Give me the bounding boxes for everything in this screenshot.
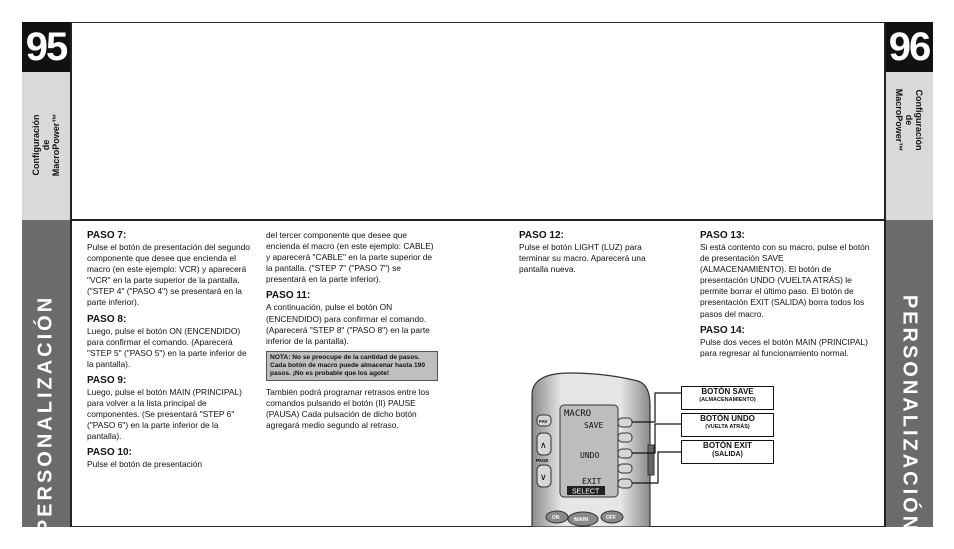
step11-text: A continuación, pulse el botón ON (ENCENDIDO) para confirmar el comando. (Aparecerá "STEP 8" ("PASO 8") en la parte inferior de la pantalla). xyxy=(266,302,430,346)
step8-title: PASO 8: xyxy=(87,313,127,325)
display-button-3 xyxy=(618,449,632,458)
callout-undo xyxy=(681,413,774,437)
text-column-1 xyxy=(87,229,255,475)
right-page-number: 96 xyxy=(885,22,933,72)
right-side-label: Configuración de MacroPower™ xyxy=(894,88,924,152)
display-button-5 xyxy=(618,479,632,488)
callout-save-sub: (ALMACENAMIENTO) xyxy=(699,397,756,403)
left-divider xyxy=(70,22,72,527)
text-column-4 xyxy=(700,229,870,363)
callout-exit xyxy=(681,440,774,464)
off-label: OFF xyxy=(606,515,616,521)
step13-title: PASO 13: xyxy=(700,230,745,241)
step13-text: Si está contento con su macro, pulse el botón de presentación SAVE (ALMACENAMIENTO). El botón de presentación UNDO (VUELTA ATRÁS) le permite borrar el último paso. El botón de presentación EXIT (SALIDA) borra todos los pasos del macro. xyxy=(700,242,870,319)
screen-undo: UNDO xyxy=(580,451,600,460)
step11-title: PASO 11: xyxy=(266,290,311,302)
right-section-label: PERSONALIZACIÓN xyxy=(898,294,921,534)
callout-save xyxy=(681,386,774,410)
note-box: NOTA: No se preocupe de la cantidad de pasos. Cada botón de macro puede almacenar hasta 190 pasos. ¡No es probable que los agote! xyxy=(266,351,438,381)
screen-save: SAVE xyxy=(584,421,604,430)
step9-title: PASO 9: xyxy=(87,374,127,386)
step7-title: PASO 7: xyxy=(87,230,127,241)
left-section-label: PERSONALIZACIÓN xyxy=(34,294,57,534)
main-label: MAIN xyxy=(574,517,589,523)
down-arrow-icon: ∨ xyxy=(540,472,547,482)
display-button-2 xyxy=(618,433,632,442)
pause-text: También podrá programar retrasos entre los comandos pulsando el botón (II) PAUSE (PAUSA) Cada pulsación de dicho botón agregará medio segundo al retraso. xyxy=(266,386,430,431)
horizontal-divider xyxy=(70,219,885,221)
fav-label: FAV xyxy=(539,419,548,424)
step14-title: PASO 14: xyxy=(700,324,745,336)
up-arrow-icon: ∧ xyxy=(540,440,547,450)
screen-exit: EXIT xyxy=(582,477,602,486)
side-button xyxy=(648,445,654,475)
right-divider xyxy=(884,22,886,527)
callout-save-title: BOTÓN SAVE xyxy=(701,387,754,396)
display-button-1 xyxy=(618,418,632,427)
step10-title: PASO 10: xyxy=(87,447,132,459)
text-column-2 xyxy=(266,230,438,435)
step12-title: PASO 12: xyxy=(519,230,564,241)
step10-text: Pulse el botón de presentación xyxy=(87,459,203,470)
step12-text: Pulse el botón LIGHT (LUZ) para terminar su macro. Aparecerá una pantalla nueva. xyxy=(519,242,646,275)
step14-text: Pulse dos veces el botón MAIN (PRINCIPAL) para regresar al funcionamiento normal. xyxy=(700,336,868,358)
on-label: ON xyxy=(552,515,560,521)
step10-continued: del tercer componente que desee que encienda el macro (en este ejemplo: CABLE) y aparecerá "CABLE" en la parte superior de la pantalla. ("STEP 7" ("PASO 7") se presentará en la parte inferior). xyxy=(266,230,434,285)
left-side-label: Configuración de MacroPower™ xyxy=(31,113,61,177)
screen-title: MACRO xyxy=(564,409,592,419)
page-label: PAGE xyxy=(536,458,549,463)
step8-text: Luego, pulse el botón ON (ENCENDIDO) para confirmar el comando. (Aparecerá "STEP 5" ("PASO 5") en la parte inferior de la pantalla). xyxy=(87,325,247,369)
callout-undo-title: BOTÓN UNDO xyxy=(700,414,755,423)
screen-select: SELECT xyxy=(572,488,600,496)
left-page-number: 95 xyxy=(22,22,70,72)
display-button-4 xyxy=(618,464,632,473)
callout-exit-title: BOTÓN EXIT xyxy=(703,441,752,450)
step7-text: Pulse el botón de presentación del segundo componente que desee que encienda el macro (en este ejemplo: VCR) y aparecerá "VCR" en la parte superior de la pantalla. ("STEP 4" ("PASO 4") se presentará en la parte inferior). xyxy=(87,242,250,308)
text-column-3 xyxy=(519,229,659,279)
callout-exit-sub: (SALIDA) xyxy=(712,451,743,458)
callout-undo-sub: (VUELTA ATRÁS) xyxy=(705,424,750,430)
step9-text: Luego, pulse el botón MAIN (PRINCIPAL) para volver a la lista principal de componentes. (Se presentará "STEP 6" ("PASO 6") en la parte inferior de la pantalla). xyxy=(87,386,242,442)
